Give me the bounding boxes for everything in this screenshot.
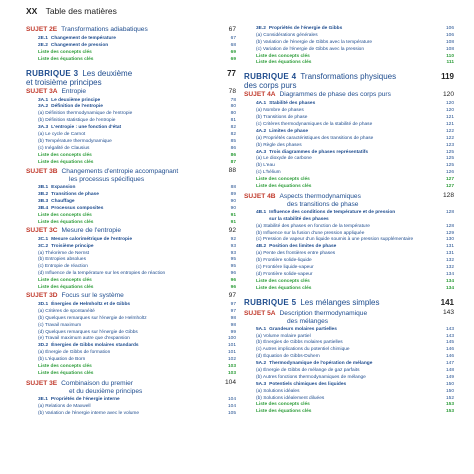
topic-title-line: Aspects thermodynamiques [279,192,361,200]
page-number: 67 [230,36,236,41]
topic-title: Diagrammes de phase des corps purs [279,91,391,99]
key-list-title: Liste des équations clés [256,409,312,415]
toc-key-list-entry[interactable] [244,61,454,68]
item-title: (d) Quelques remarques sur l'énergie de Gibbs [38,329,138,335]
subsection-number: 3B.1 [38,185,49,191]
page-number: 82 [230,125,236,131]
item-title: (b) Température thermodynamique [38,138,112,144]
subsection-number: 4A.3 [256,149,267,155]
page-number: 131 [445,244,454,250]
page-number: 120 [445,108,454,114]
page-number: 125 [445,163,454,169]
key-list-title: Liste des équations clés [38,56,94,62]
page-number: XX [26,6,38,16]
subsection-title: Énergies de Gibbs molaires standards [51,343,139,349]
page-number: 127 [445,177,454,183]
subsection-number: 3E.2 [256,26,266,31]
subsection-title: Propriétés de l'énergie interne [50,396,120,402]
page-number: 146 [445,347,454,353]
page-number: 123 [445,142,454,148]
page-number: 96 [230,285,236,291]
subsection-number: 3B.3 [38,199,49,205]
page-number: 91 [230,213,236,219]
subsection-title: Transitions de phase [51,192,99,198]
topic-title: Mesure de l'entropie [61,226,122,234]
key-list-title: Liste des équations clés [38,285,94,291]
page-number: 152 [445,395,454,401]
page-number: 143 [445,326,454,332]
subsection-number: 4B.1 [256,209,267,215]
item-title: (c) Pression de vapeur d'un liquide soumis à une pression supplémentaire [256,237,414,243]
page-number: 89 [230,192,236,198]
item-title: (a) Pente des frontières entre phases [256,251,336,257]
page-number: 93 [230,250,236,256]
page-number: 96 [230,271,236,277]
topic-title-line: Combinaison du premier [61,379,133,387]
topic-code: SUJET 3E [26,379,58,387]
page-number: 86 [230,152,236,158]
topic-title: Entropie [61,87,87,95]
subsection-title: Position des limites de phase [269,244,337,250]
subsection-title: Chauffage [51,199,75,205]
subsection-title: Propriétés de l'énergie de Gibbs [268,26,343,31]
topic-title-line: et du deuxième principes [69,387,143,395]
item-title: (b) Autres fonctions thermodynamiques de mélange [256,374,366,380]
item-title: (c) Autres implications du potentiel chimique [256,347,350,353]
page-number: 85 [230,138,236,144]
page-number: 97 [230,301,236,307]
key-list-title: Liste des concepts clés [38,278,92,284]
page-number: 130 [445,237,454,243]
page-number: 121 [445,115,454,121]
page-number: 82 [230,132,236,138]
topic-title-line: des mélanges [287,317,329,325]
topic-code: SUJET 3D [26,291,58,299]
subsection-number: 3D.1 [38,301,49,307]
page-number: 80 [230,104,236,110]
page-number: 90 [230,206,236,212]
page-number: 120 [442,91,454,99]
subsection-number: 3D.2 [38,343,49,349]
page-number: 149 [445,374,454,380]
page-number: 131 [445,251,454,257]
page-number: 87 [230,159,236,165]
item-title: (a) Solutions idéales [256,388,300,394]
page-running-title: Table des matières [45,6,117,16]
page-number: 106 [445,26,454,31]
item-title: (a) Relations de Maxwell [38,403,91,409]
toc-section-heading[interactable] [244,298,454,307]
section-label: RUBRIQUE 5 [244,297,297,307]
subsection-number: 4A.2 [256,128,267,134]
page-number: 150 [445,388,454,394]
item-title: (b) Variation de l'énergie interne avec le volume [38,410,140,416]
topic-code: SUJET 4A [244,91,276,99]
item-title: (b) L'équation de Born [38,357,86,363]
page-number: 103 [227,363,236,369]
section-title-line: Les deuxième [82,68,133,78]
subsection-number: 5A.2 [256,361,267,367]
toc-topic-entry[interactable] [26,167,236,184]
subsection-title: Stabilité des phases [269,101,316,107]
toc-key-list-entry[interactable] [26,58,236,65]
left-column [26,27,236,418]
topic-code: SUJET 4B [244,192,276,200]
page-number: 108 [445,46,454,52]
page-number: 126 [445,170,454,176]
subsection-title: Trois diagrammes de phases représentatifs [269,149,369,155]
subsection-title: L'entropie : une fonction d'état [51,125,122,131]
item-title: (c) Critères thermodynamiques de la stabilité de phase [256,122,373,128]
section-label: RUBRIQUE 3 [26,68,79,78]
page-number: 98 [230,322,236,328]
topic-title: Focus sur le système [61,291,124,299]
key-list-title: Liste des concepts clés [38,152,92,158]
key-list-title: Liste des équations clés [38,219,94,225]
page-number: 141 [440,297,454,307]
item-title: (a) Propriétés caractéristiques des transitions de phase [256,135,374,141]
subsection-number: 4B.2 [256,244,267,250]
page-number: 125 [445,156,454,162]
page-number: 98 [230,315,236,321]
topic-title-line: des transitions de phase [287,200,359,208]
page-number: 143 [442,308,454,316]
subsection-title: Grandeurs molaires partielles [269,326,337,332]
toc-section-heading[interactable] [26,69,236,87]
page-number: 134 [445,271,454,277]
toc-topic-entry[interactable] [244,192,454,209]
key-list-title: Liste des concepts clés [256,278,310,284]
page-number: 99 [230,329,236,335]
page-number: 121 [445,122,454,128]
page-number: 122 [445,135,454,141]
item-title: (a) Nombre de phases [256,108,304,114]
topic-code: SUJET 2E [26,26,58,33]
subsection-title: Énergies de Helmholtz et de Gibbs [51,301,131,307]
subsection-title: Mesure calorimétrique de l'entropie [51,236,132,242]
page-number: 91 [230,219,236,225]
page-number: 80 [230,111,236,117]
page-number: 88 [228,167,236,175]
subsection-title: Limites de phase [269,128,309,134]
section-label: RUBRIQUE 4 [244,72,297,82]
page-number: 92 [228,226,236,234]
item-title: (a) Énergie de Gibbs de mélange de gaz parfaits [256,367,360,373]
page-header [26,6,117,16]
subsection-number: 3A.3 [38,125,49,131]
page-number: 103 [227,370,236,376]
page-number: 102 [227,357,236,363]
page-number: 97 [228,291,236,299]
toc-topic-entry[interactable] [26,379,236,396]
page-number: 108 [445,39,454,45]
subsection-number: 2E.2 [38,42,48,48]
page-number: 104 [227,403,236,409]
item-title: (a) Définition thermodynamique de l'entropie [38,111,133,117]
page-number: 111 [446,60,454,66]
subsection-title: Changement de pression [50,42,109,48]
item-title: (a) Volume molaire partiel [256,333,311,339]
toc-item-entry[interactable] [26,412,236,419]
toc-topic-entry[interactable] [244,309,454,326]
item-title: (c) Variation de l'énergie de Gibbs avec la pression [256,46,365,52]
topic-code: SUJET 3A [26,87,58,95]
page-number: 153 [445,409,454,415]
subsection-number: 3A.1 [38,97,49,103]
section-title-line: des corps purs [244,81,297,91]
item-title: (b) Influence sur la fusion d'une pression appliquée [256,230,365,236]
item-title: (a) Énergie de Gibbs de formation [38,350,111,356]
page-number: 88 [230,185,236,191]
subsection-number: 5A.3 [256,381,267,387]
subsection-title: Thermodynamique de l'opération de mélange [269,361,373,367]
page-number: 101 [227,343,236,349]
subsection-title: Potentiels chimiques des liquides [269,381,347,387]
page-number: 134 [445,278,454,284]
item-title: (a) Critères de spontanéité [38,308,95,314]
page-number: 101 [227,350,236,356]
item-title: (a) Le cycle de Carnot [38,132,86,138]
toc-key-list-entry[interactable] [244,185,454,192]
page-number: 78 [230,97,236,103]
page-number: 69 [230,49,236,55]
page-number: 128 [442,191,454,199]
item-title: (b) L'eau [256,163,275,169]
toc-key-list-entry[interactable] [26,161,236,168]
key-list-title: Liste des concepts clés [256,402,310,408]
item-title: (b) Frontière solide-liquide [256,258,312,264]
page-number: 110 [446,53,454,59]
page-number: 68 [230,42,236,48]
page-number: 147 [445,361,454,367]
item-title: (b) Quelques remarques sur l'énergie de Helmholtz [38,315,147,321]
page-number: 67 [228,26,236,33]
page-number: 86 [230,145,236,151]
key-list-title: Liste des équations clés [38,370,94,376]
item-title: (b) Entropies absolues [38,257,86,263]
page-number: 134 [445,285,454,291]
item-title: (a) Le dioxyde de carbone [256,156,312,162]
page-number: 90 [230,199,236,205]
section-title-line: Transformations physiques [300,72,397,82]
subsection-number: 3C.1 [38,236,49,242]
item-title: (d) Équation de Gibbs-Duhem [256,354,320,360]
page-number: 128 [445,209,454,215]
item-title: (d) Influence de la température sur les entropies de réaction [38,271,166,277]
item-title: (b) Transitions de phase [256,115,308,121]
right-column [244,27,454,417]
subsection-number: 3C.2 [38,243,49,249]
page-number: 100 [227,336,236,342]
toc-section-heading[interactable] [244,72,454,90]
item-title: (d) Frontière solide-vapeur [256,271,313,277]
subsection-number: 5A.1 [256,326,267,332]
subsection-title: Le deuxième principe [51,97,101,103]
item-title: (a) Stabilité des phases en fonction de la température [256,223,370,229]
page-number: 105 [227,410,236,416]
page-number: 95 [230,264,236,270]
page-number: 125 [445,149,454,155]
toc-key-list-entry[interactable] [26,372,236,379]
subsection-number: 3B.2 [38,192,49,198]
item-title: (c) Travail maximum [38,322,82,328]
topic-title-line: Description thermodynamique [279,309,368,317]
page-number: 153 [445,402,454,408]
key-list-title: Liste des équations clés [38,159,94,165]
item-title: (b) Règle des phases [256,142,302,148]
key-list-title: Liste des concepts clés [38,213,92,219]
toc-key-list-entry[interactable] [244,410,454,417]
subsection-number: 3E.1 [38,396,48,402]
page-number: 92 [230,236,236,242]
item-title: (b) Énergies de Gibbs molaires partielles [256,340,343,346]
page-number: 127 [445,184,454,190]
subsection-number: 2E.1 [38,36,48,41]
subsection-title: Changement de température [50,36,116,41]
subsection-number: 3B.4 [38,206,49,212]
item-title: (e) Travail maximum autre que d'expansion [38,336,130,342]
page-number: 148 [445,367,454,373]
item-title: (c) L'hélium [256,170,281,176]
page-number: 78 [228,87,236,95]
page-number: 128 [445,223,454,229]
page-number: 120 [445,101,454,107]
page-number: 97 [230,308,236,314]
item-title: (a) Théorème de Nernst [38,250,90,256]
page-number: 77 [227,68,236,78]
subsection-title: sur la stabilité des phases [269,216,329,222]
key-list-title: Liste des équations clés [256,184,312,190]
page-number: 143 [445,333,454,339]
subsection-title: Troisième principe [51,243,94,249]
key-list-title: Liste des concepts clés [38,49,92,55]
topic-code: SUJET 5A [244,309,276,317]
page-number: 122 [445,128,454,134]
page-number: 132 [445,258,454,264]
page-number: 69 [230,56,236,62]
item-title: (c) Inégalité de Clausius [38,145,90,151]
subsection-number: 3A.2 [38,104,49,110]
page-number: 145 [445,340,454,346]
topic-title-line: les processus spécifiques [69,176,145,184]
item-title: (b) Variation de l'énergie de Gibbs avec la température [256,39,373,45]
item-title: (b) Définition statistique de l'entropie [38,118,116,124]
page-number: 81 [230,118,236,124]
topic-title: Transformations adiabatiques [61,26,148,33]
topic-code: SUJET 3B [26,168,58,176]
key-list-title: Liste des concepts clés [256,53,310,59]
page-number: 129 [445,230,454,236]
key-list-title: Liste des équations clés [256,60,312,66]
section-title-line: et troisième principes [26,77,102,87]
subsection-number: 4A.1 [256,101,267,107]
toc-item-entry[interactable] [244,157,454,164]
page-number: 106 [445,32,454,38]
item-title: (a) Considérations générales [256,32,318,38]
page-number: 95 [230,257,236,263]
page-number: 146 [445,354,454,360]
item-title: (c) Frontière liquide-vapeur [256,265,314,271]
key-list-title: Liste des concepts clés [256,177,310,183]
topic-code: SUJET 3C [26,226,58,234]
subsection-title: Processus composites [51,206,104,212]
key-list-title: Liste des concepts clés [38,363,92,369]
item-title: (c) Entropie de réaction [38,264,88,270]
key-list-title: Liste des équations clés [256,285,312,291]
topic-title-line: Changements d'entropie accompagnant [61,168,179,176]
subsection-title: Influence des conditions de température et de pression [269,209,396,215]
page-number: 132 [445,265,454,271]
page-number: 93 [230,243,236,249]
page-number: 150 [445,381,454,387]
subsection-title: Définition de l'entropie [51,104,103,110]
item-title: (b) Solutions idéalement diluées [256,395,325,401]
page-number: 96 [230,278,236,284]
page-number: 104 [227,396,236,402]
page-number: 104 [224,378,236,386]
section-title-line: Les mélanges simples [300,297,380,307]
page-number: 119 [441,72,454,82]
toc-key-list-entry[interactable] [244,287,454,294]
subsection-title: Expansion [51,185,76,191]
